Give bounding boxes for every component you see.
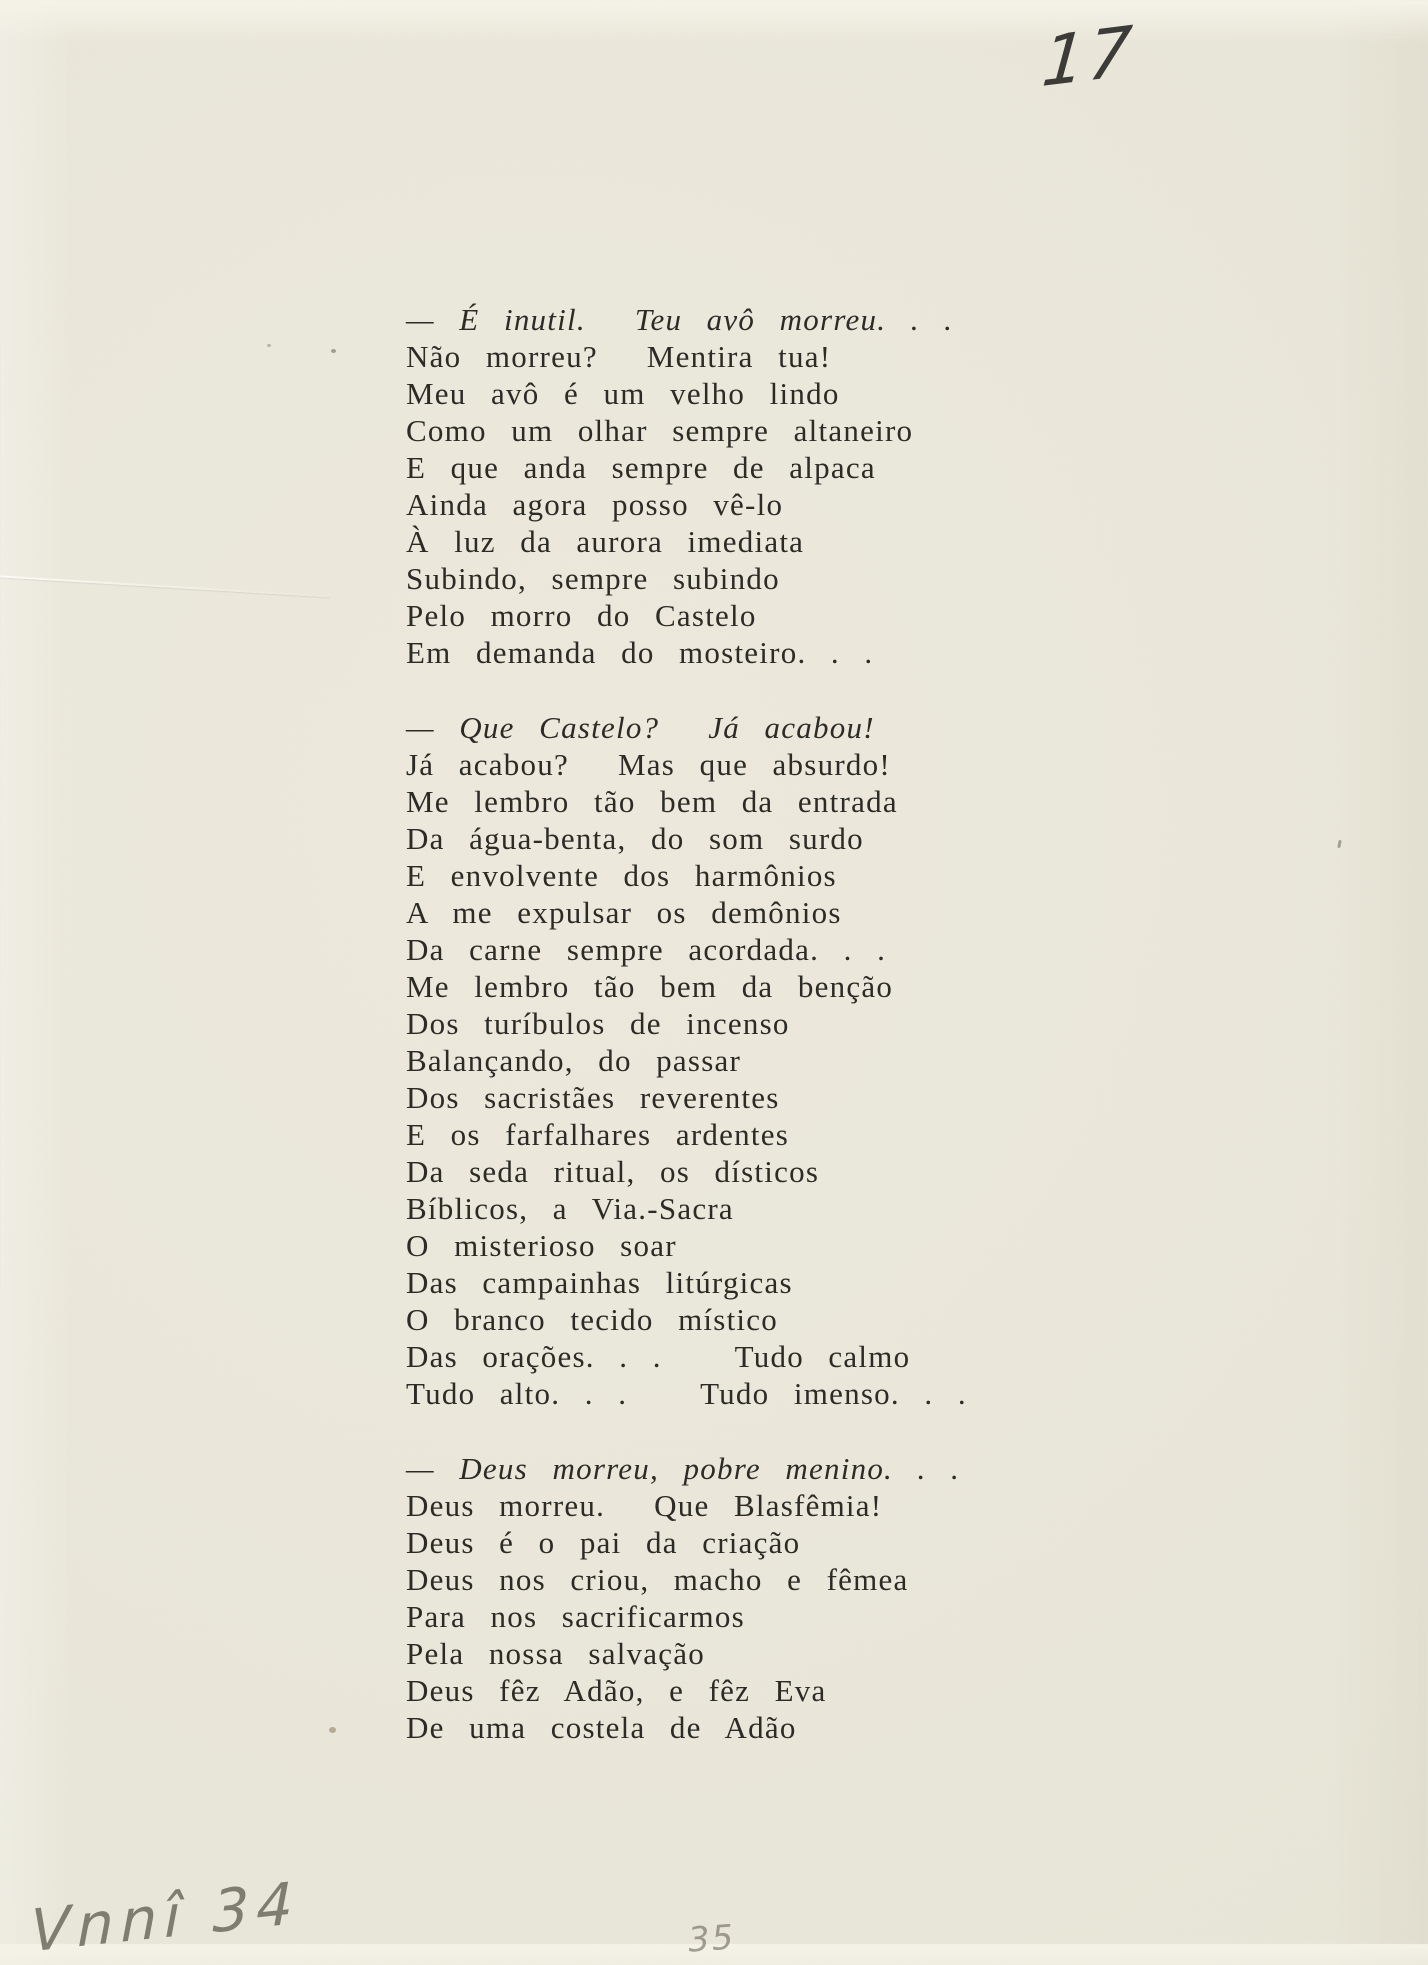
stanza	[406, 709, 967, 1412]
poem-line: Da carne sempre acordada. . .	[406, 932, 887, 967]
poem-line: E os farfalhares ardentes	[406, 1117, 790, 1152]
poem-line: Dos sacristães reverentes	[406, 1080, 780, 1115]
poem-line: De uma costela de Adão	[406, 1710, 797, 1745]
handwritten-page-number: 17	[1038, 11, 1138, 104]
poem-line: Me lembro tão bem da entrada	[406, 784, 898, 819]
poem-line: Deus fêz Adão, e fêz Eva	[406, 1673, 827, 1708]
poem-line: Pela nossa salvação	[406, 1636, 706, 1671]
poem-line: Não morreu? Mentira tua!	[406, 339, 832, 374]
poem-line: Me lembro tão bem da benção	[406, 969, 894, 1004]
paper-speck	[329, 1727, 336, 1733]
poem-line: Em demanda do mosteiro. . .	[406, 635, 874, 670]
poem-line: O misterioso soar	[406, 1228, 677, 1263]
poem-line: Subindo, sempre subindo	[406, 561, 780, 596]
poem-line: Meu avô é um velho lindo	[406, 376, 840, 411]
paper-speck	[267, 344, 271, 347]
poem-line: Pelo morro do Castelo	[406, 598, 757, 633]
poem-line: À luz da aurora imediata	[406, 524, 805, 559]
stanza-header-line: — Que Castelo? Já acabou!	[406, 710, 875, 745]
poem-line: Tudo alto. . . Tudo imenso. . .	[406, 1376, 967, 1411]
ink-speck	[1337, 840, 1342, 848]
poem-line: Da seda ritual, os dísticos	[406, 1154, 820, 1189]
ink-speck	[331, 349, 336, 353]
poem-line: A me expulsar os demônios	[406, 895, 842, 930]
poem-line: Bíblicos, a Via.-Sacra	[406, 1191, 734, 1226]
poem-line: Como um olhar sempre altaneiro	[406, 413, 914, 448]
poem-line: Balançando, do passar	[406, 1043, 742, 1078]
paper-crease	[0, 574, 330, 597]
poem-line: Da água-benta, do som surdo	[406, 821, 864, 856]
poem-line: Ainda agora posso vê-lo	[406, 487, 784, 522]
faint-pencil-mark: 35	[686, 1917, 737, 1961]
poem-line: O branco tecido místico	[406, 1302, 779, 1337]
poem-line: Dos turíbulos de incenso	[406, 1006, 790, 1041]
handwritten-note-bottom-left: Vnnî 34	[30, 1868, 300, 1965]
stanza-header-line: — Deus morreu, pobre menino. . .	[406, 1451, 961, 1486]
poem-line: Das orações. . . Tudo calmo	[406, 1339, 911, 1374]
poem	[406, 301, 967, 1746]
stanza	[406, 301, 967, 671]
stanza	[406, 1450, 967, 1746]
poem-line: Para nos sacrificarmos	[406, 1599, 745, 1634]
poem-line: Deus nos criou, macho e fêmea	[406, 1562, 909, 1597]
poem-line: E que anda sempre de alpaca	[406, 450, 876, 485]
poem-line: Deus é o pai da criação	[406, 1525, 801, 1560]
poem-line: Já acabou? Mas que absurdo!	[406, 747, 891, 782]
poem-line: Deus morreu. Que Blasfêmia!	[406, 1488, 883, 1523]
poem-line: E envolvente dos harmônios	[406, 858, 837, 893]
stanza-header-line: — É inutil. Teu avô morreu. . .	[406, 302, 954, 337]
poem-line: Das campainhas litúrgicas	[406, 1265, 793, 1300]
